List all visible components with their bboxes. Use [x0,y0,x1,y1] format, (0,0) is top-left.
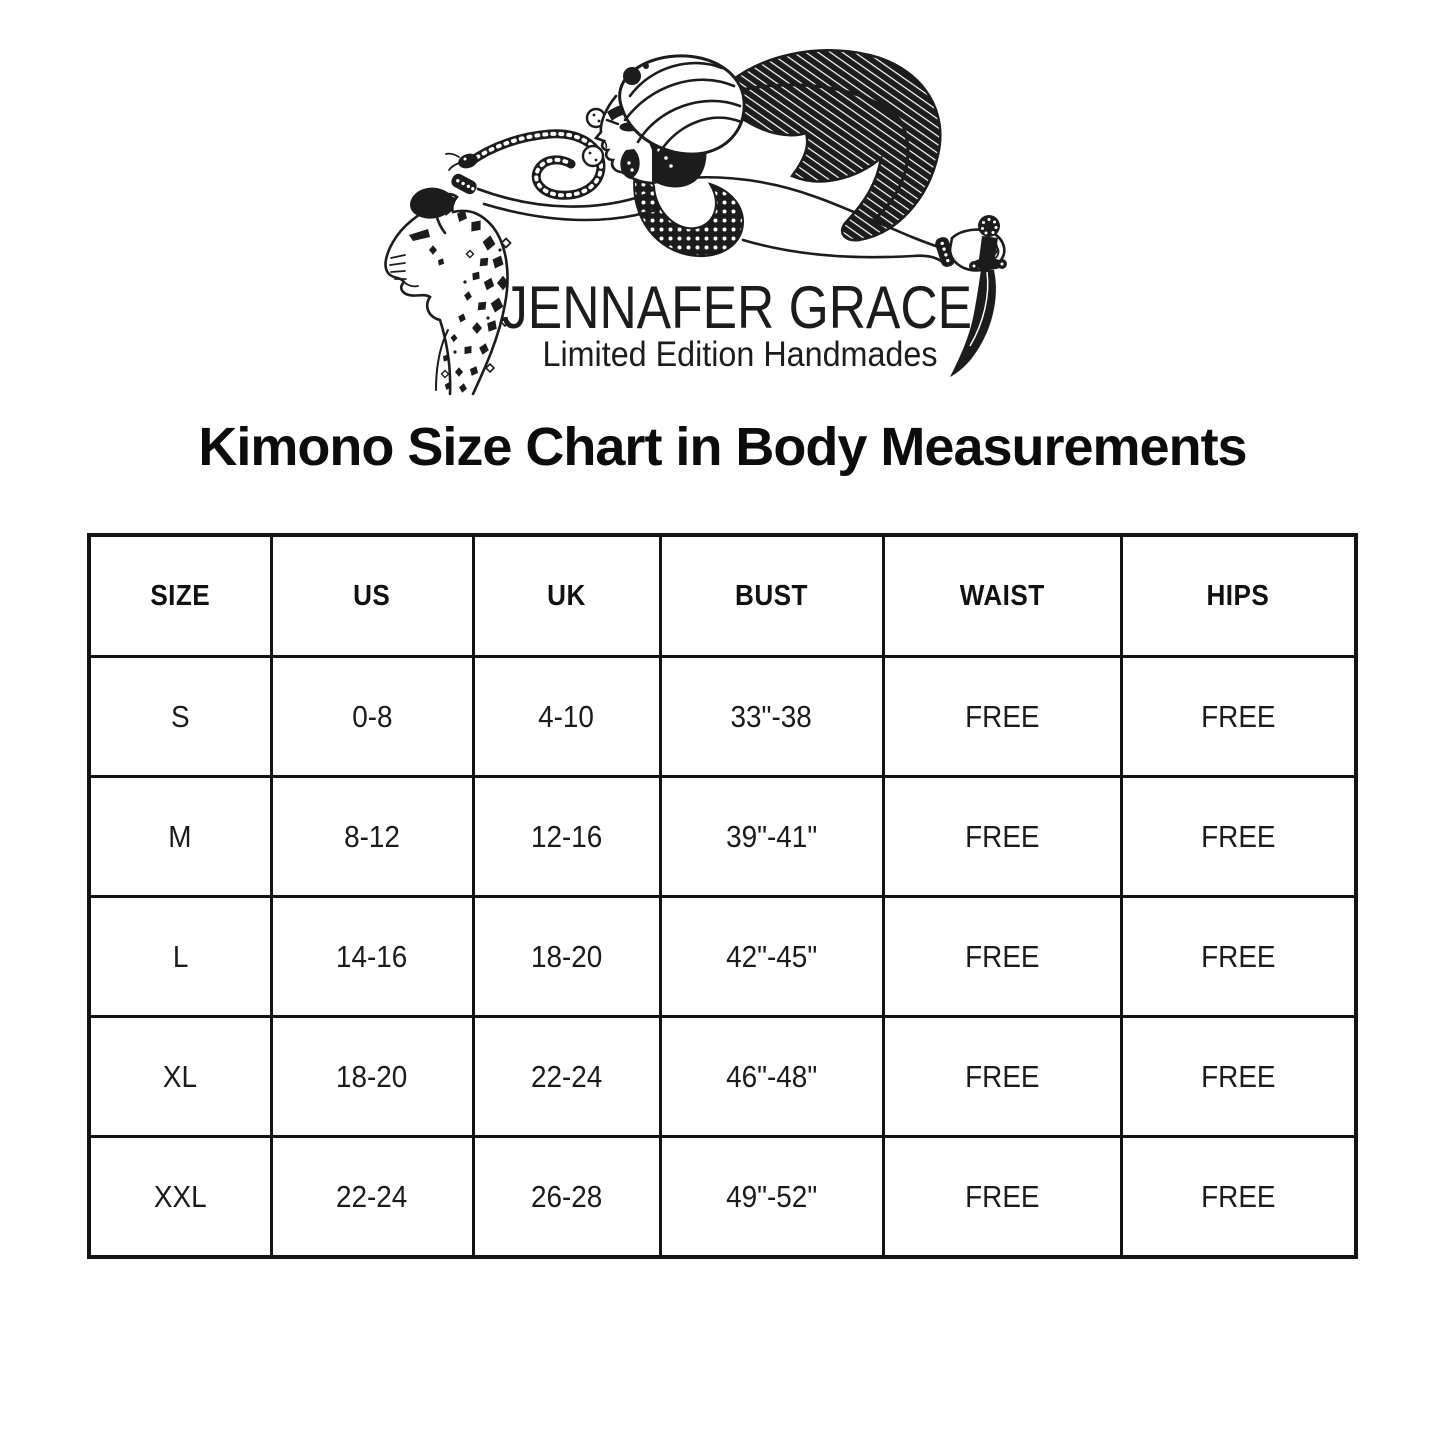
logo-illustration [0,0,1445,400]
col-header-hips: HIPS [1121,535,1356,657]
cell-bust: 49"-52" [660,1137,883,1258]
cell-hips: FREE [1121,657,1356,777]
cell-size: M [89,777,271,897]
cell-waist: FREE [883,1017,1121,1137]
cell-bust: 42"-45" [660,897,883,1017]
cell-us: 0-8 [271,657,473,777]
brand-tagline: Limited Edition Handmades [542,335,938,374]
cell-size: L [89,897,271,1017]
size-chart-table [87,533,1358,1259]
turban-icon [620,56,745,154]
cell-us: 14-16 [271,897,473,1017]
cell-bust: 39"-41" [660,777,883,897]
cell-us: 8-12 [271,777,473,897]
cell-hips: FREE [1121,897,1356,1017]
cell-uk: 12-16 [473,777,660,897]
brand-logo [0,0,1445,400]
cell-bust: 46"-48" [660,1017,883,1137]
size-row-l [89,897,1356,1017]
cell-size: XL [89,1017,271,1137]
cell-waist: FREE [883,897,1121,1017]
cell-hips: FREE [1121,1017,1356,1137]
cell-hips: FREE [1121,1137,1356,1258]
cell-us: 18-20 [271,1017,473,1137]
size-row-xl [89,1017,1356,1137]
leopard-icon [386,194,511,394]
col-header-uk: UK [473,535,660,657]
cell-us: 22-24 [271,1137,473,1258]
col-header-waist: WAIST [883,535,1121,657]
cell-hips: FREE [1121,777,1356,897]
cell-bust: 33"-38 [660,657,883,777]
size-chart-header [89,535,1356,657]
cell-uk: 18-20 [473,897,660,1017]
cell-waist: FREE [883,1137,1121,1258]
size-row-m [89,777,1356,897]
size-chart-body [89,657,1356,1258]
cell-uk: 4-10 [473,657,660,777]
cell-uk: 22-24 [473,1017,660,1137]
cell-waist: FREE [883,657,1121,777]
cell-waist: FREE [883,777,1121,897]
col-header-bust: BUST [660,535,883,657]
size-row-s [89,657,1356,777]
col-header-size: SIZE [89,535,271,657]
cell-size: S [89,657,271,777]
brand-name: JENNAFER GRACE [502,274,972,341]
cell-uk: 26-28 [473,1137,660,1258]
col-header-us: US [271,535,473,657]
header-row [89,535,1356,657]
cell-size: XXL [89,1137,271,1258]
page-title: Kimono Size Chart in Body Measurements [198,417,1247,477]
size-row-xxl [89,1137,1356,1258]
